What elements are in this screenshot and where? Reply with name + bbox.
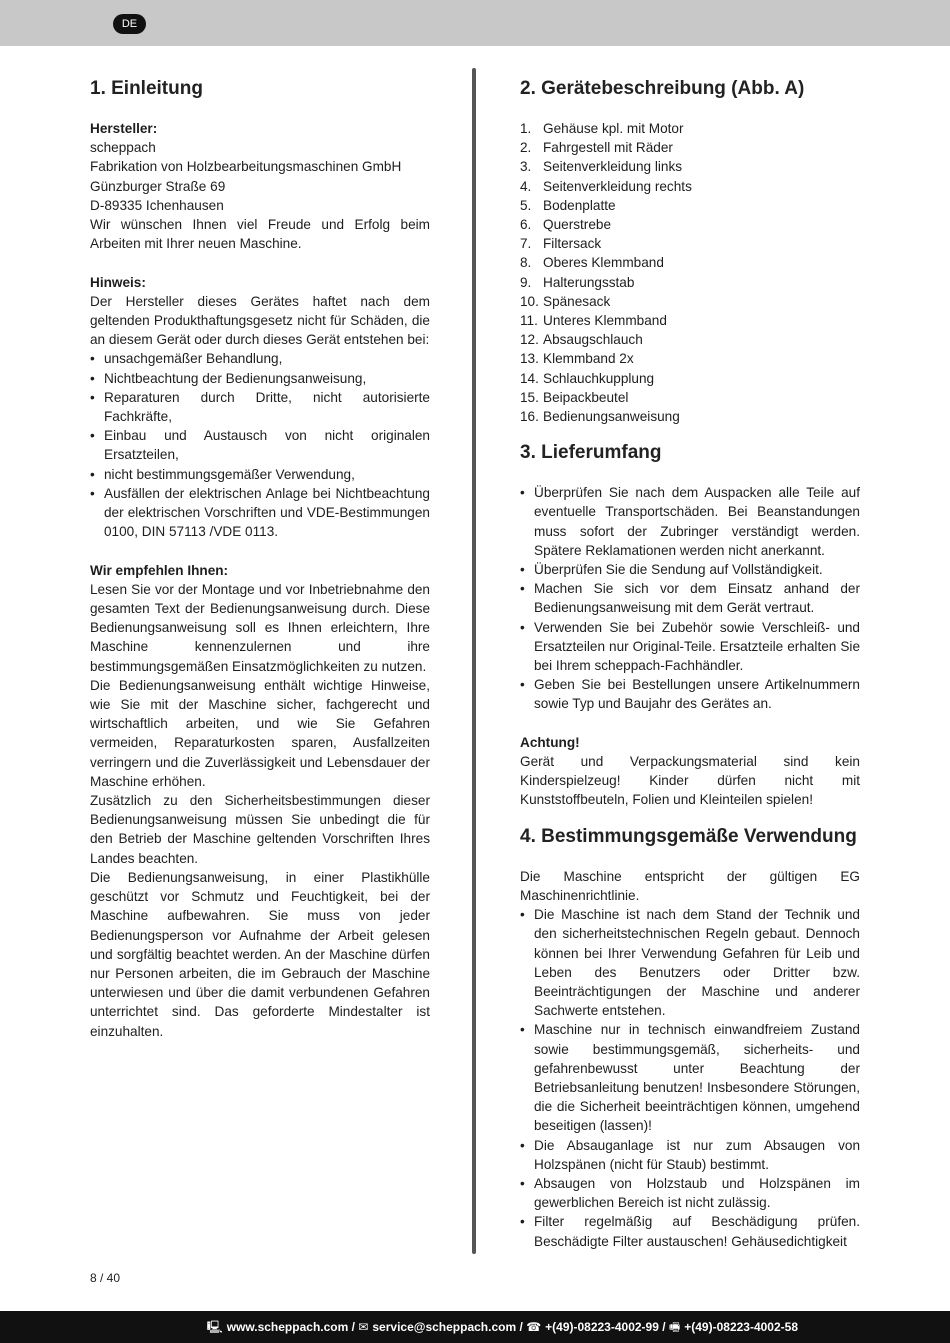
verwendung-intro: Die Maschine entspricht der gültigen EG Maschinenrichtlinie. <box>520 868 860 903</box>
language-badge: DE <box>113 14 146 34</box>
mail-icon: ✉ <box>358 1320 369 1334</box>
hersteller-line: Günzburger Straße 69 <box>90 178 226 194</box>
list-item: 2. Fahrgestell mit Räder <box>520 140 673 156</box>
list-item: 3. Seitenverkleidung links <box>520 159 683 175</box>
footer-fax: +(49)-08223-4002-58 <box>684 1320 798 1334</box>
paragraph: Lesen Sie vor der Montage und vor Inbetriebnahme den gesamten Text der Bedienungsanweisung durch. Diese Bedienungsanweisung soll es Ihnen erleichtern, Ihre Maschine kennenzulernen und ihre bestimmungsgemäßen Einsatzmöglichkeiten zu nutzen. <box>90 581 430 674</box>
fax-icon: 🖷 <box>668 1320 681 1334</box>
verwendung-list <box>520 905 860 1251</box>
list-item: 1. Gehäuse kpl. mit Motor <box>520 121 684 136</box>
list-item: 10. Spänesack <box>520 293 611 309</box>
hersteller-line: Fabrikation von Holzbearbeitungsmaschinen GmbH <box>90 159 402 175</box>
column-divider <box>472 68 476 1254</box>
section-title-verwendung: 4. Bestimmungsgemäße Verwendung <box>520 825 857 847</box>
footer-email[interactable]: service@scheppach.com <box>372 1320 517 1334</box>
hersteller-line: Wir wünschen Ihnen viel Freude und Erfolg beim Arbeiten mit Ihrer neuen Maschine. <box>90 217 430 252</box>
phone-icon: ☎ <box>526 1320 542 1334</box>
section-title-lieferumfang: 3. Lieferumfang <box>520 442 662 464</box>
list-item: 5. Bodenplatte <box>520 197 616 213</box>
list-item: • Absaugen von Holzstaub und Holzspänen im gewerblichen Bereich ist nicht zulässig. <box>520 1174 860 1212</box>
list-item: • Ausfällen der elektrischen Anlage bei Nichtbeachtung der elektrischen Vorschriften und VDE-Bestimmungen 0100, DIN 57113 /VDE 0113. <box>90 484 430 542</box>
computer-icon: 🖳 <box>206 1320 223 1334</box>
list-item: • Einbau und Austausch von nicht originalen Ersatzteilen, <box>90 426 430 464</box>
list-item: • Filter regelmäßig auf Beschädigung prüfen. Beschädigte Filter austauschen! Gehäusedichtigkeit <box>520 1212 860 1250</box>
list-item: 7. Filtersack <box>520 236 602 252</box>
list-item: 15. Beipackbeutel <box>520 389 629 405</box>
list-item: • Die Maschine ist nach dem Stand der Technik und den sicherheitstechnischen Regeln gebaut. Dennoch können bei Ihrer Verwendung Gefahren für Leib und Leben des Benutzers oder Dritter bzw. Beeinträchtigungen der Maschine und anderer Sachwerte entstehen. <box>520 905 860 1020</box>
lieferumfang-list <box>520 483 860 713</box>
hersteller-label: Hersteller: <box>90 121 158 136</box>
footer-web[interactable]: www.scheppach.com <box>226 1320 349 1334</box>
achtung-label: Achtung! <box>520 734 580 750</box>
parts-list <box>520 119 860 426</box>
hinweis-label: Hinweis: <box>90 274 146 290</box>
list-item: 9. Halterungsstab <box>520 274 635 290</box>
list-item: • Überprüfen Sie die Sendung auf Vollständigkeit. <box>520 560 860 579</box>
list-item: 13. Klemmband 2x <box>520 351 634 367</box>
list-item: • Geben Sie bei Bestellungen unsere Artikelnummern sowie Typ und Baujahr des Gerätes an. <box>520 675 860 713</box>
hinweis-text: Der Hersteller dieses Gerätes haftet nach dem geltenden Produkthaftungsgesetz nicht für Schäden, die an diesem Gerät oder durch dieses Gerät entstehen bei: <box>90 293 430 348</box>
list-item: • Reparaturen durch Dritte, nicht autorisierte Fachkräfte, <box>90 388 430 426</box>
list-item: 14. Schlauchkupplung <box>520 370 655 386</box>
hersteller-line: D-89335 Ichenhausen <box>90 197 224 213</box>
list-item: • unsachgemäßer Behandlung, <box>90 349 430 368</box>
list-item: • nicht bestimmungsgemäßer Verwendung, <box>90 465 430 484</box>
paragraph: Zusätzlich zu den Sicherheitsbestimmungen dieser Bedienungsanweisung müssen Sie unbedingt die für den Betrieb der Maschine geltenden Vorschriften Ihres Landes beachten. <box>90 793 430 866</box>
footer-bar: 🖳 www.scheppach.com / ✉ service@scheppach.com / ☎ +(49)-08223-4002-99 / 🖷 +(49)-08223-4002-58 <box>0 1311 950 1343</box>
list-item: 16. Bedienungsanweisung <box>520 409 680 425</box>
list-item: 6. Querstrebe <box>520 217 612 233</box>
list-item: • Maschine nur in technisch einwandfreiem Zustand sowie bestimmungsgemäß, sicherheits- und gefahrenbewusst unter Beachtung der Betriebsanleitung benutzen! Insbesondere Störungen, die die Sicherheit beeinträchtigen können, umgehend beseitigen (lassen)! <box>520 1020 860 1135</box>
list-item: • Verwenden Sie bei Zubehör sowie Verschleiß- und Ersatzteilen nur Original-Teile. Ersatzteile erhalten Sie bei Ihrem scheppach-Fachhändler. <box>520 618 860 676</box>
list-item: • Überprüfen Sie nach dem Auspacken alle Teile auf eventuelle Transportschäden. Bei Beanstandungen muss sofort der Zubringer verständigt werden. Spätere Reklamationen werden nicht anerkannt. <box>520 483 860 560</box>
hinweis-list <box>90 349 430 541</box>
section-title-einleitung: 1. Einleitung <box>90 78 203 99</box>
list-item: • Die Absauganlage ist nur zum Absaugen von Holzspänen (nicht für Staub) bestimmt. <box>520 1136 860 1174</box>
list-item: 4. Seitenverkleidung rechts <box>520 178 692 194</box>
hersteller-line: scheppach <box>90 140 156 156</box>
list-item: 12. Absaugschlauch <box>520 332 643 348</box>
paragraph: Die Bedienungsanweisung, in einer Plastikhülle geschützt vor Schmutz und Feuchtigkeit, bei der Maschine aufbewahren. Sie muss von jeder Bedienungsperson vor Aufnahme der Arbeit gelesen und sorgfältig beachtet werden. An der Maschine dürfen nur Personen arbeiten, die im Gebrauch der Maschine unterwiesen und über die damit verbundenen Gefahren unterrichtet sind. Das geforderte Mindestalter ist einzuhalten. <box>90 869 430 1039</box>
paragraph: Die Bedienungsanweisung enthält wichtige Hinweise, wie Sie mit der Maschine sicher, fachgerecht und wirtschaftlich arbeiten, und wie Sie Gefahren vermeiden, Reparaturkosten sparen, Ausfallzeiten verringern und die Zuverlässigkeit und Lebensdauer der Maschine erhöhen. <box>90 677 430 789</box>
list-item: 8. Oberes Klemmband <box>520 255 664 271</box>
list-item: • Machen Sie sich vor dem Einsatz anhand der Bedienungsanweisung mit dem Gerät vertraut. <box>520 579 860 617</box>
section-title-geraetebeschreibung: 2. Gerätebeschreibung (Abb. A) <box>520 78 805 99</box>
list-item: • Nichtbeachtung der Bedienungsanweisung, <box>90 369 430 388</box>
footer-phone: +(49)-08223-4002-99 <box>545 1320 659 1334</box>
top-bar <box>0 0 950 46</box>
left-column <box>90 76 430 1041</box>
list-item: 11. Unteres Klemmband <box>520 313 667 329</box>
page-number: 8 / 40 <box>90 1271 121 1285</box>
achtung-text: Gerät und Verpackungsmaterial sind kein Kinderspielzeug! Kinder dürfen nicht mit Kunststoffbeuteln, Folien und Kleinteilen spielen! <box>520 754 860 808</box>
right-column <box>520 76 860 1251</box>
empfehlen-label: Wir empfehlen Ihnen: <box>90 562 229 578</box>
